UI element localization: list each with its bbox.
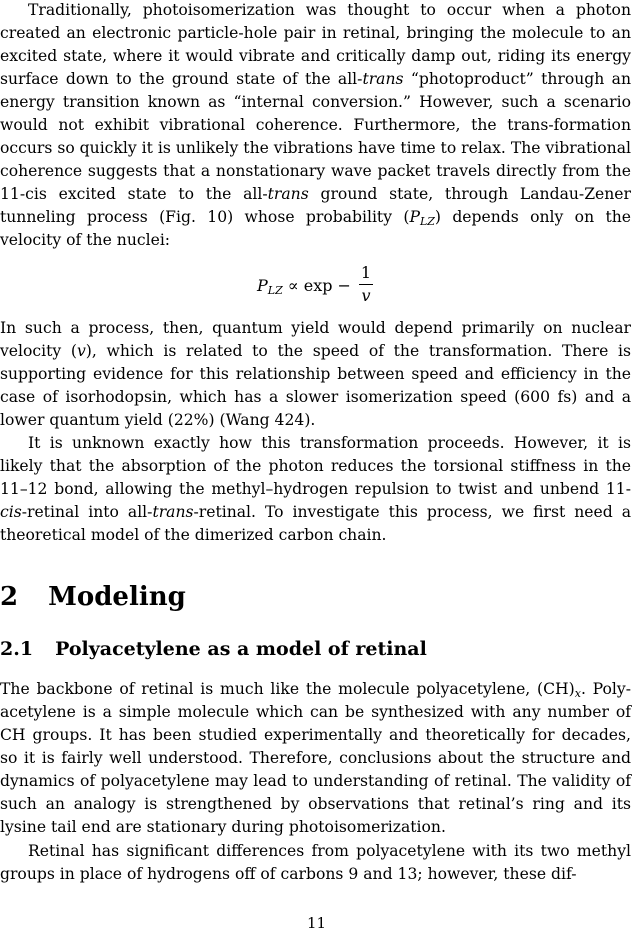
text-run: ) depends only on the velocity of the nuclei:: [0, 208, 631, 250]
equation-landau-zener: [0, 263, 633, 309]
text-run: ground state, through Landau-Zener tunneling process (Fig. 10) whose probability (: [0, 185, 631, 227]
text-run: . Poly-acetylene is a simple molecule which can be synthesized with any number of CH groups. It has been studied experimentally and theoretically for decades, so it is fairly well understood. Therefore, conclusions about the structure and dynamics of polyacetylene may lead to understanding of retinal. The validity of such an analogy is strengthened by observations that retinal’s ring and its lysine tail end are stationary during photoisomerization.: [0, 680, 631, 837]
math-subscript: x: [574, 687, 581, 700]
equation-lhs: [257, 276, 351, 295]
equation-fraction: [359, 263, 373, 306]
paragraph-polyacetylene: [0, 678, 631, 839]
fraction-numerator: 1: [360, 263, 372, 282]
paragraph-quantum-yield: [0, 317, 631, 432]
text-run: ), which is related to the speed of the transformation. There is supporting evidence for this relationship between speed and efficiency in the case of isorhodopsin, which has a slower isomerization speed (600 fs) and a lower quantum yield (22%) (Wang 424).: [0, 342, 631, 430]
section-heading: [0, 582, 186, 612]
text-run: Traditionally, photoisomerization was thought to occur when a photon created an electronic particle-hole pair in retinal, bringing the molecule to an excited state, where it would vibrate and critically damp out, riding its energy surface down to the ground state of the all-: [0, 1, 631, 89]
subsection-number: 2.1: [0, 638, 34, 660]
text-run: In such a process, then, quantum yield would depend primarily on nuclear velocity (: [0, 319, 631, 361]
text-run: -retinal into all-: [21, 503, 153, 522]
section-title: Modeling: [48, 582, 186, 612]
math-subscript: LZ: [267, 284, 283, 297]
equation-relation: ∝ exp −: [282, 276, 351, 295]
fraction-denominator: v: [361, 286, 371, 305]
subsection-title: Polyacetylene as a model of retinal: [55, 638, 427, 660]
emphasis-cis: cis: [0, 503, 22, 522]
emphasis-trans: trans: [362, 70, 404, 89]
emphasis-trans: trans: [152, 503, 194, 522]
math-symbol: v: [76, 342, 86, 361]
math-subscript: LZ: [419, 215, 435, 229]
text-run: “photoproduct” through an energy transition known as “internal conversion.” However, such a scenario would not exhibit vibrational coherence. Furthermore, the trans-formation occurs so quickly it is unlikely the vibrations have time to relax. The vibrational coherence suggests that a nonstationary wave packet travels directly from the 11-cis excited state to the all-: [0, 70, 631, 204]
text-run: -retinal. To investigate this process, we first need a theoretical model of the dimerized carbon chain.: [0, 503, 631, 545]
section-number: 2: [0, 582, 19, 612]
text-run: The backbone of retinal is much like the molecule polyacetylene, (CH): [0, 680, 575, 698]
text-run: It is unknown exactly how this transformation proceeds. However, it is likely that the absorption of the photon reduces the torsional stiffness in the 11–12 bond, allowing the methyl–hydrogen repulsion to twist and unbend 11-: [0, 434, 631, 499]
paragraph-transformation: [0, 432, 631, 547]
math-symbol: P: [409, 208, 420, 227]
subsection-heading: [0, 638, 427, 660]
page-number: 11: [306, 914, 327, 932]
paragraph-retinal-differences: [0, 840, 631, 886]
math-symbol: P: [257, 276, 268, 295]
text-run: Retinal has significant differences from polyacetylene with its two methyl groups in place of hydrogens off of carbons 9 and 13; however, these dif-: [0, 842, 631, 884]
paragraph-photoisomerization: [0, 0, 631, 253]
emphasis-trans: trans: [267, 185, 309, 204]
fraction-bar: [359, 284, 373, 285]
